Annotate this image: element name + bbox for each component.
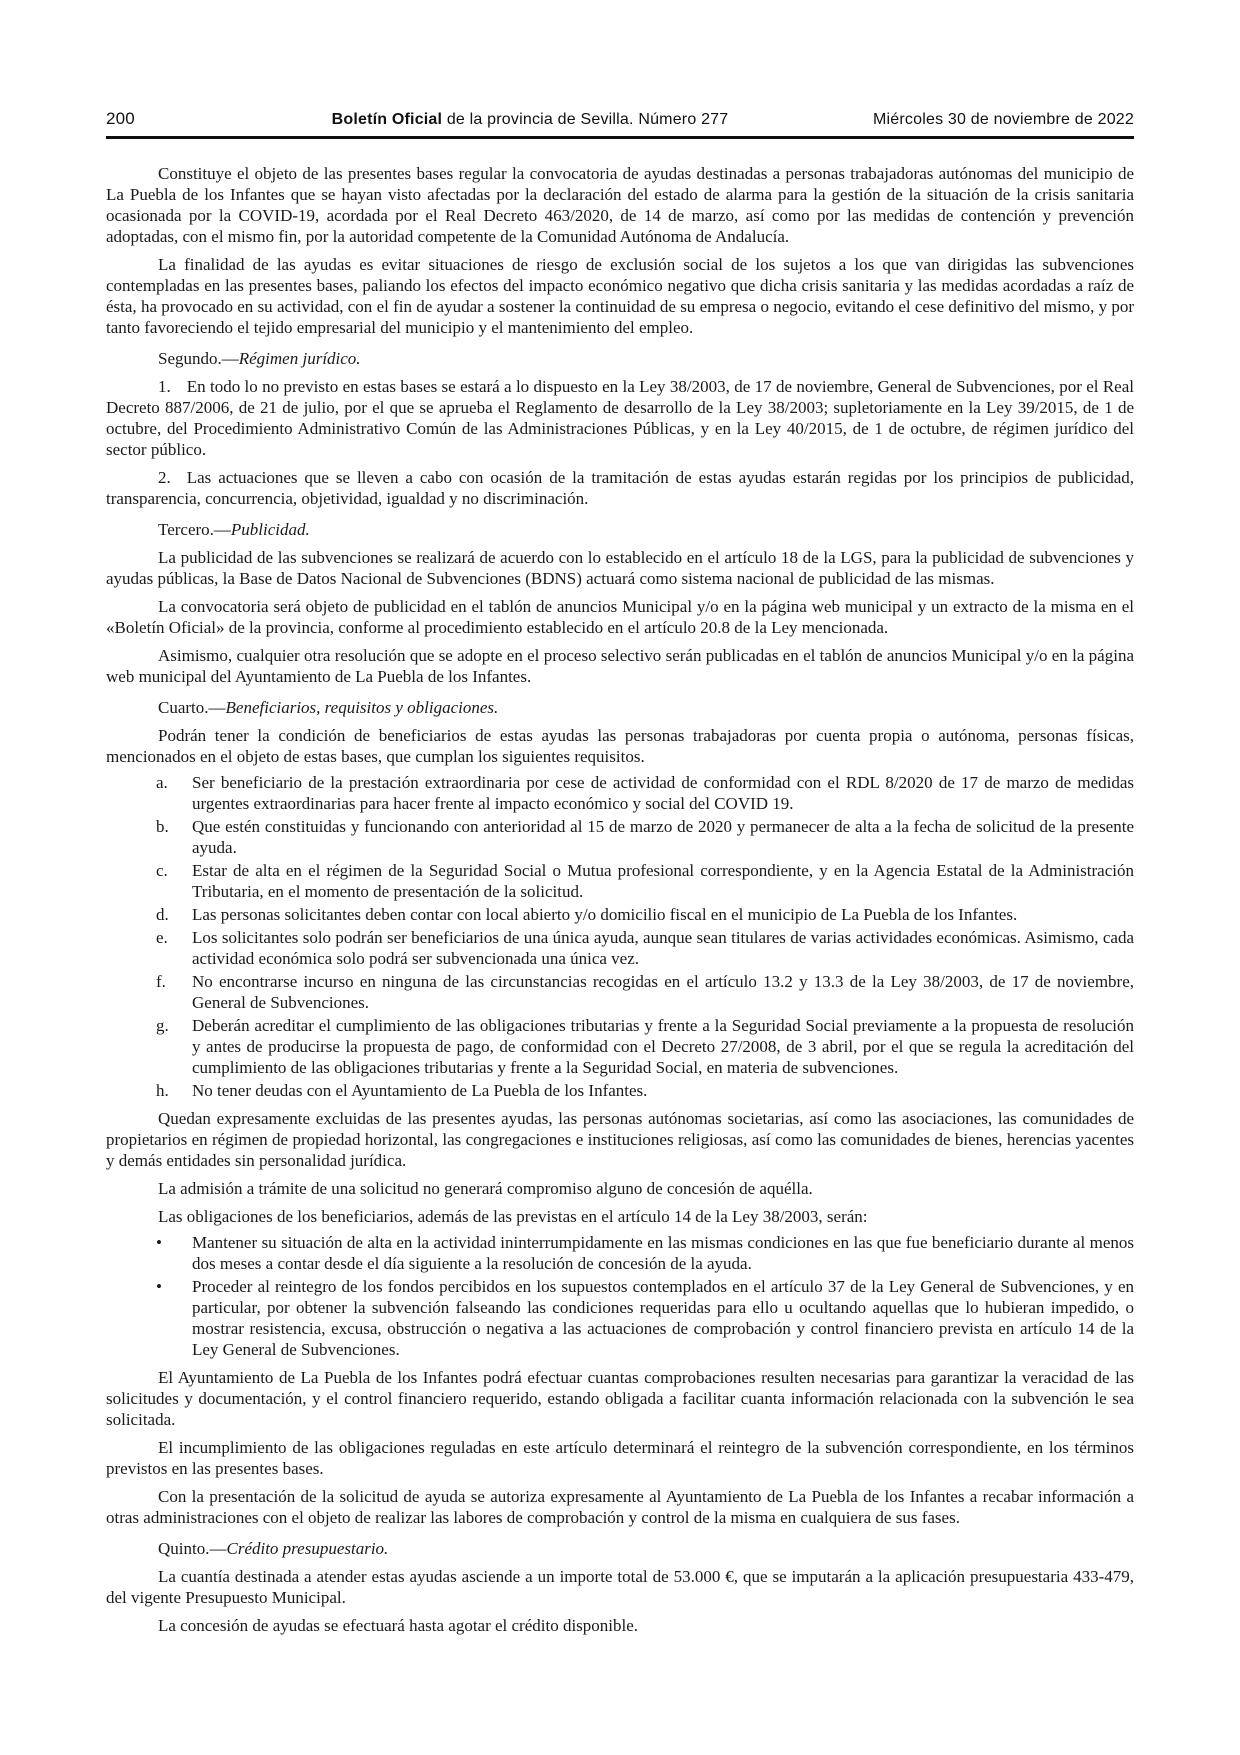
heading-ordinal: Tercero.— xyxy=(158,520,231,539)
paragraph: Con la presentación de la solicitud de ayuda se autoriza expresamente al Ayuntamiento de La Puebla de los Infantes a recabar información a otras administraciones con el objeto de realizar las labores de comprobación y control de la misma en cualquiera de sus fases. xyxy=(106,1487,1134,1527)
item-letter: g. xyxy=(156,1016,169,1035)
journal-name: Boletín Oficial xyxy=(331,111,443,128)
paragraph: Las obligaciones de los beneficiarios, además de las previstas en el artículo 14 de la Ley 38/2003, serán: xyxy=(158,1207,868,1226)
item-text: No encontrarse incurso en ninguna de las circunstancias recogidas en el artículo 13.2 y 13.3 de la Ley 38/2003, de 17 de noviembre, General de Subvenciones. xyxy=(192,972,1134,1012)
document-body xyxy=(106,139,1134,1636)
paragraph: Podrán tener la condición de beneficiarios de estas ayudas las personas trabajadoras por cuenta propia o autónoma, personas físicas, mencionados en el objeto de estas bases, que cumplan los siguientes requisitos. xyxy=(106,726,1134,766)
paragraph: La concesión de ayudas se efectuará hasta agotar el crédito disponible. xyxy=(158,1616,639,1635)
numbered-item xyxy=(106,467,1134,509)
numbered-item xyxy=(106,376,1134,460)
item-letter: d. xyxy=(156,905,169,924)
section-heading-tercero xyxy=(106,519,1134,540)
list-item xyxy=(106,816,1134,858)
item-text: No tener deudas con el Ayuntamiento de La Puebla de los Infantes. xyxy=(192,1081,648,1100)
heading-ordinal: Cuarto.— xyxy=(158,698,226,717)
item-text: En todo lo no previsto en estas bases se estará a lo dispuesto en la Ley 38/2003, de 17 de noviembre, General de Subvenciones, por el Real Decreto 887/2006, de 21 de julio, por el que se aprueba el Reglamento de desarrollo de la Ley 38/2003; supletoriamente en la Ley 39/2015, de 1 de octubre, del Procedimiento Administrativo Común de las Administraciones Públicas, y en la Ley 40/2015, de 1 de octubre, de régimen jurídico del sector público. xyxy=(106,377,1134,459)
journal-subtitle: de la provincia de Sevilla. Número 277 xyxy=(442,111,729,128)
item-letter: f. xyxy=(156,972,166,991)
item-text: Proceder al reintegro de los fondos percibidos en los supuestos contemplados en el artículo 37 de la Ley General de Subvenciones, y en particular, por obtener la subvención falseando las condiciones requeridas para ello u ocultando aquellas que lo hubieran impedido, o mostrar resistencia, excusa, obstrucción o negativa a las actuaciones de comprobación y control financiero prevista en artículo 14 de la Ley General de Subvenciones. xyxy=(192,1277,1134,1359)
list-item xyxy=(106,772,1134,814)
paragraph: Asimismo, cualquier otra resolución que se adopte en el proceso selectivo serán publicadas en el tablón de anuncios Municipal y/o en la página web municipal del Ayuntamiento de La Puebla de los Infantes. xyxy=(106,646,1134,686)
page-number: 200 xyxy=(106,109,135,128)
item-text: Las personas solicitantes deben contar con local abierto y/o domicilio fiscal en el municipio de La Puebla de los Infantes. xyxy=(192,905,1018,924)
heading-title: Publicidad. xyxy=(230,520,310,539)
heading-title: Beneficiarios, requisitos y obligaciones. xyxy=(225,698,499,717)
heading-ordinal: Quinto.— xyxy=(158,1539,227,1558)
item-number: 1. xyxy=(158,377,171,396)
paragraph: La convocatoria será objeto de publicidad en el tablón de anuncios Municipal y/o en la página web municipal y un extracto de la misma en el «Boletín Oficial» de la provincia, conforme al procedimiento establecido en el artículo 20.8 de la Ley mencionada. xyxy=(106,597,1134,637)
item-letter: h. xyxy=(156,1081,169,1100)
item-number: 2. xyxy=(158,468,171,487)
section-heading-segundo xyxy=(106,348,1134,369)
header-date: Miércoles 30 de noviembre de 2022 xyxy=(873,111,1134,128)
paragraph: La publicidad de las subvenciones se realizará de acuerdo con lo establecido en el artículo 18 de la LGS, para la publicidad de subvenciones y ayudas públicas, la Base de Datos Nacional de Subvenciones (BDNS) actuará como sistema nacional de publicidad de las mismas. xyxy=(106,548,1134,588)
item-text: Deberán acreditar el cumplimiento de las obligaciones tributarias y frente a la Seguridad Social previamente a la propuesta de resolución y antes de producirse la propuesta de pago, de conformidad con el Decreto 27/2008, de 3 abril, por el que se regula la acreditación del cumplimiento de las obligaciones tributarias y frente a la Seguridad Social, en materia de subvenciones. xyxy=(192,1016,1134,1077)
item-letter: e. xyxy=(156,928,168,947)
list-item xyxy=(106,860,1134,902)
paragraph: La finalidad de las ayudas es evitar situaciones de riesgo de exclusión social de los sujetos a los que van dirigidas las subvenciones contempladas en las presentes bases, paliando los efectos del impacto económico negativo que dicha crisis sanitaria y las medidas acordadas a raíz de ésta, ha provocado en su actividad, con el fin de ayudar a sostener la continuidad de su empresa o negocio, evitando el cese definitivo del mismo, y por tanto favoreciendo el tejido empresarial del municipio y el mantenimiento del empleo. xyxy=(106,255,1134,337)
section-heading-quinto xyxy=(106,1538,1134,1559)
item-letter: a. xyxy=(156,773,168,792)
list-item xyxy=(106,971,1134,1013)
item-text: Mantener su situación de alta en la actividad ininterrumpidamente en las mismas condiciones en las que fue beneficiario durante al menos dos meses a contar desde el día siguiente a la resolución de concesión de la ayuda. xyxy=(192,1233,1134,1273)
item-letter: b. xyxy=(156,817,169,836)
item-text: Los solicitantes solo podrán ser beneficiarios de una única ayuda, aunque sean titulares de varias actividades económicas. Asimismo, cada actividad económica solo podrá ser subvencionada una única vez. xyxy=(192,928,1134,968)
item-text: Ser beneficiario de la prestación extraordinaria por cese de actividad de conformidad con el RDL 8/2020 de 17 de marzo de medidas urgentes extraordinarias para hacer frente al impacto económico y social del COVID 19. xyxy=(192,773,1134,813)
paragraph: El Ayuntamiento de La Puebla de los Infantes podrá efectuar cuantas comprobaciones resulten necesarias para garantizar la veracidad de las solicitudes y documentación, y el control financiero requerido, estando obligada a facilitar cuanta información relacionada con la subvención le sea solicitada. xyxy=(106,1368,1134,1429)
paragraph: Quedan expresamente excluidas de las presentes ayudas, las personas autónomas societarias, así como las asociaciones, las comunidades de propietarios en régimen de propiedad horizontal, las congregaciones e instituciones religiosas, así como las comunidades de bienes, herencias yacentes y demás entidades sin personalidad jurídica. xyxy=(106,1109,1134,1170)
item-letter: c. xyxy=(156,861,168,880)
page-header xyxy=(106,110,1134,129)
heading-ordinal: Segundo.— xyxy=(158,349,239,368)
obligations-list xyxy=(106,1232,1134,1360)
paragraph: El incumplimiento de las obligaciones reguladas en este artículo determinará el reintegro de la subvención correspondiente, en los términos previstos en las presentes bases. xyxy=(106,1438,1134,1478)
paragraph: La admisión a trámite de una solicitud no generará compromiso alguno de concesión de aquélla. xyxy=(158,1179,813,1198)
bullet-item xyxy=(106,1232,1134,1274)
paragraph: La cuantía destinada a atender estas ayudas asciende a un importe total de 53.000 €, que se imputarán a la aplicación presupuestaria 433-479, del vigente Presupuesto Municipal. xyxy=(106,1567,1134,1607)
bullet-item xyxy=(106,1276,1134,1360)
heading-title: Crédito presupuestario. xyxy=(226,1539,389,1558)
list-item xyxy=(106,1080,1134,1101)
heading-title: Régimen jurídico. xyxy=(238,349,361,368)
list-item xyxy=(106,1015,1134,1078)
requirements-list xyxy=(106,772,1134,1101)
item-text: Estar de alta en el régimen de la Seguridad Social o Mutua profesional correspondiente, y en la Agencia Estatal de la Administración Tributaria, en el momento de presentación de la solicitud. xyxy=(192,861,1134,901)
bullet-icon: • xyxy=(156,1277,162,1296)
list-item xyxy=(106,927,1134,969)
bullet-icon: • xyxy=(156,1233,162,1252)
item-text: Las actuaciones que se lleven a cabo con ocasión de la tramitación de estas ayudas estarán regidas por los principios de publicidad, transparencia, concurrencia, objetividad, igualdad y no discriminación. xyxy=(106,468,1134,508)
paragraph: Constituye el objeto de las presentes bases regular la convocatoria de ayudas destinadas a personas trabajadoras autónomas del municipio de La Puebla de los Infantes que se hayan visto afectadas por la declaración del estado de alarma para la gestión de la situación de la crisis sanitaria ocasionada por la COVID-19, acordada por el Real Decreto 463/2020, de 14 de marzo, así como por las medidas de contención y prevención adoptadas, con el mismo fin, por la autoridad competente de la Comunidad Autónoma de Andalucía. xyxy=(106,164,1134,246)
section-heading-cuarto xyxy=(106,697,1134,718)
journal-masthead xyxy=(226,111,834,129)
item-text: Que estén constituidas y funcionando con anterioridad al 15 de marzo de 2020 y permanecer de alta a la fecha de solicitud de la presente ayuda. xyxy=(192,817,1134,857)
list-item xyxy=(106,904,1134,925)
